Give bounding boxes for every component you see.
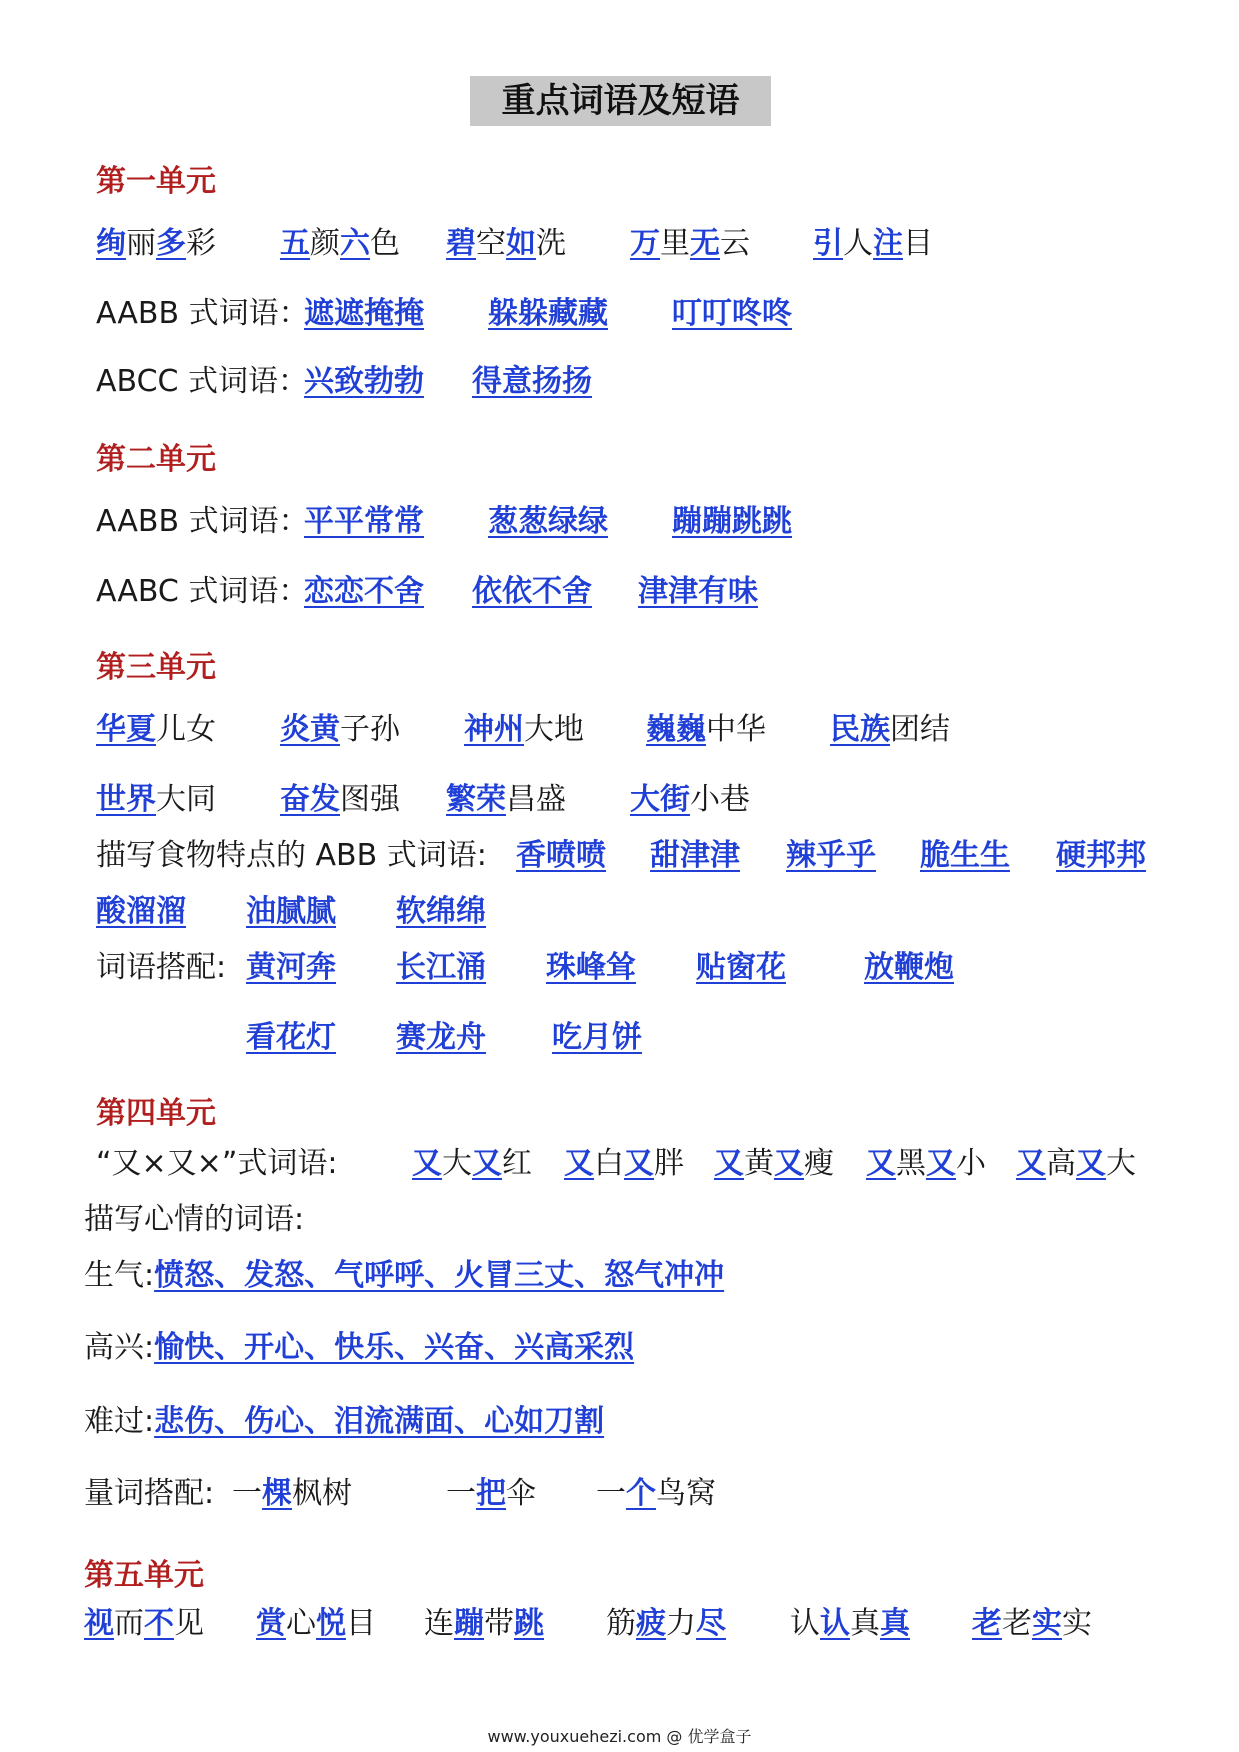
phrase-item — [424, 1604, 544, 1644]
highlighted-text: 真 — [880, 1606, 910, 1641]
word-item — [246, 892, 336, 932]
u4-angry-line — [84, 1256, 724, 1296]
phrase-item — [1016, 1144, 1136, 1184]
word-item — [304, 572, 424, 612]
word-item — [672, 502, 792, 542]
highlighted-text: 又 — [564, 1146, 594, 1181]
highlighted-text: 恋恋不舍 — [304, 574, 424, 609]
footer-watermark: www.youxuehezi.com @ 优学盒子 — [487, 1727, 752, 1746]
plain-text: 心 — [286, 1606, 316, 1641]
phrase-item — [972, 1604, 1092, 1644]
highlighted-text: 把 — [476, 1476, 506, 1511]
highlighted-text: 繁荣 — [446, 782, 506, 817]
highlighted-text: 躲躲藏藏 — [488, 296, 608, 331]
highlighted-text: 碧 — [446, 226, 476, 261]
u2-aabb-prefix: AABB 式词语： — [96, 504, 309, 539]
u4-sad-line — [84, 1402, 604, 1442]
u2-aabc-line — [96, 572, 308, 612]
highlighted-text: 津津有味 — [638, 574, 758, 609]
word-item — [650, 836, 740, 876]
word-item — [638, 572, 758, 612]
plain-text: 真 — [850, 1606, 880, 1641]
highlighted-text: 疲 — [636, 1606, 666, 1641]
plain-text: 鸟窝 — [656, 1476, 716, 1511]
plain-text: 瘦 — [804, 1146, 834, 1181]
word-item — [472, 362, 592, 402]
plain-text: 一 — [446, 1476, 476, 1511]
plain-text: 认 — [790, 1606, 820, 1641]
word-item — [672, 294, 792, 334]
plain-text: 里 — [660, 226, 690, 261]
highlighted-text: 又 — [1076, 1146, 1106, 1181]
phrase-item — [84, 1604, 204, 1644]
phrase-item — [412, 1144, 532, 1184]
highlighted-text: 又 — [1016, 1146, 1046, 1181]
plain-text: 胖 — [654, 1146, 684, 1181]
plain-text: 一 — [596, 1476, 626, 1511]
highlighted-text: 吃月饼 — [552, 1020, 642, 1055]
highlighted-text: 贴窗花 — [696, 950, 786, 985]
highlighted-text: 老 — [972, 1606, 1002, 1641]
phrase-item — [96, 710, 216, 750]
u4-measure-prefix: 量词搭配: — [84, 1476, 215, 1511]
highlighted-text: 五 — [280, 226, 310, 261]
u1-aabb-prefix: AABB 式词语： — [96, 296, 309, 331]
unit-2-heading: 第二单元 — [96, 442, 216, 477]
highlighted-text: 辣乎乎 — [786, 838, 876, 873]
word-item — [786, 836, 876, 876]
plain-text: 红 — [502, 1146, 532, 1181]
highlighted-text: 大街 — [630, 782, 690, 817]
highlighted-text: 绚 — [96, 226, 126, 261]
u4-angry-prefix: 生气: — [84, 1258, 155, 1293]
word-item — [246, 948, 336, 988]
highlighted-text: 珠峰耸 — [546, 950, 636, 985]
highlighted-text: 又 — [624, 1146, 654, 1181]
plain-text: 筋 — [606, 1606, 636, 1641]
highlighted-text: 巍巍 — [646, 712, 706, 747]
u1-abcc-prefix: ABCC 式词语： — [96, 364, 309, 399]
highlighted-text: 世界 — [96, 782, 156, 817]
highlighted-text: 又 — [774, 1146, 804, 1181]
highlighted-text: 蹦 — [454, 1606, 484, 1641]
highlighted-text: 引 — [813, 226, 843, 261]
u1-aabb-line — [96, 294, 309, 334]
highlighted-text: 跳 — [514, 1606, 544, 1641]
plain-text: 而 — [114, 1606, 144, 1641]
u4-measure-line — [84, 1474, 214, 1514]
highlighted-text: 视 — [84, 1606, 114, 1641]
phrase-item — [646, 710, 766, 750]
highlighted-text: 如 — [506, 226, 536, 261]
u4-happy-prefix: 高兴: — [84, 1330, 155, 1365]
phrase-item — [596, 1474, 716, 1514]
plain-text: 黄 — [744, 1146, 774, 1181]
plain-text: 枫树 — [292, 1476, 352, 1511]
word-item — [304, 294, 424, 334]
phrase-item — [606, 1604, 726, 1644]
unit-1-heading: 第一单元 — [96, 164, 216, 199]
phrase-item — [866, 1144, 986, 1184]
plain-text: 昌盛 — [506, 782, 566, 817]
highlighted-text: 蹦蹦跳跳 — [672, 504, 792, 539]
highlighted-text: 六 — [340, 226, 370, 261]
word-item — [696, 948, 786, 988]
plain-text: 丽 — [126, 226, 156, 261]
highlighted-text: 甜津津 — [650, 838, 740, 873]
plain-text: 人 — [843, 226, 873, 261]
highlighted-text: 赏 — [256, 1606, 286, 1641]
u4-angry-words: 愤怒、发怒、气呼呼、火冒三丈、怒气冲冲 — [154, 1258, 725, 1293]
plain-text: 大 — [442, 1146, 472, 1181]
plain-text: 子孙 — [340, 712, 400, 747]
word-item — [304, 502, 424, 542]
phrase-item — [280, 224, 400, 264]
highlighted-text: 兴致勃勃 — [304, 364, 424, 399]
phrase-item — [630, 224, 750, 264]
u2-aabb-line — [96, 502, 309, 542]
phrase-item — [96, 224, 216, 264]
plain-text: 力 — [666, 1606, 696, 1641]
highlighted-text: 硬邦邦 — [1056, 838, 1146, 873]
u4-happy-words: 愉快、开心、快乐、兴奋、兴高采烈 — [154, 1330, 635, 1365]
highlighted-text: 炎黄 — [280, 712, 340, 747]
highlighted-text: 油腻腻 — [246, 894, 336, 929]
highlighted-text: 依依不舍 — [472, 574, 592, 609]
word-item — [396, 948, 486, 988]
plain-text: 黑 — [896, 1146, 926, 1181]
highlighted-text: 看花灯 — [246, 1020, 336, 1055]
phrase-item — [630, 780, 750, 820]
phrase-item — [96, 780, 216, 820]
highlighted-text: 脆生生 — [920, 838, 1010, 873]
plain-text: 中华 — [706, 712, 766, 747]
unit-3-heading: 第三单元 — [96, 650, 216, 685]
word-item — [488, 502, 608, 542]
word-item — [864, 948, 954, 988]
plain-text: 儿女 — [156, 712, 216, 747]
highlighted-text: 奋发 — [280, 782, 340, 817]
highlighted-text: 遮遮掩掩 — [304, 296, 424, 331]
u3-abb-prefix: 描写食物特点的 ABB 式词语: — [96, 838, 487, 873]
plain-text: 大地 — [524, 712, 584, 747]
u1-abcc-line — [96, 362, 308, 402]
highlighted-text: 又 — [714, 1146, 744, 1181]
highlighted-text: 软绵绵 — [396, 894, 486, 929]
plain-text: 老 — [1002, 1606, 1032, 1641]
u3-abb-line — [96, 836, 487, 876]
highlighted-text: 万 — [630, 226, 660, 261]
phrase-item — [446, 780, 566, 820]
plain-text: 彩 — [186, 226, 216, 261]
highlighted-text: 认 — [820, 1606, 850, 1641]
phrase-item — [446, 1474, 536, 1514]
u3-colloc-line — [96, 948, 226, 988]
highlighted-text: 尽 — [696, 1606, 726, 1641]
plain-text: 洗 — [536, 226, 566, 261]
highlighted-text: 棵 — [262, 1476, 292, 1511]
word-item — [472, 572, 592, 612]
phrase-item — [256, 1604, 376, 1644]
plain-text: 色 — [370, 226, 400, 261]
phrase-item — [446, 224, 566, 264]
highlighted-text: 赛龙舟 — [396, 1020, 486, 1055]
plain-text: 带 — [484, 1606, 514, 1641]
highlighted-text: 又 — [472, 1146, 502, 1181]
word-item — [546, 948, 636, 988]
highlighted-text: 个 — [626, 1476, 656, 1511]
phrase-item — [790, 1604, 910, 1644]
word-item — [488, 294, 608, 334]
phrase-item — [464, 710, 584, 750]
u4-sad-words: 悲伤、伤心、泪流满面、心如刀割 — [154, 1404, 605, 1439]
highlighted-text: 又 — [412, 1146, 442, 1181]
word-item — [396, 1018, 486, 1058]
word-item — [304, 362, 424, 402]
highlighted-text: 悦 — [316, 1606, 346, 1641]
phrase-item — [714, 1144, 834, 1184]
highlighted-text: 酸溜溜 — [96, 894, 186, 929]
highlighted-text: 民族 — [830, 712, 890, 747]
highlighted-text: 香喷喷 — [516, 838, 606, 873]
u4-happy-line — [84, 1328, 634, 1368]
word-item — [396, 892, 486, 932]
word-item — [96, 892, 186, 932]
plain-text: 颜 — [310, 226, 340, 261]
highlighted-text: 华夏 — [96, 712, 156, 747]
highlighted-text: 不 — [144, 1606, 174, 1641]
plain-text: 见 — [174, 1606, 204, 1641]
phrase-item — [232, 1474, 352, 1514]
phrase-item — [830, 710, 950, 750]
plain-text: 大 — [1106, 1146, 1136, 1181]
plain-text: 小 — [956, 1146, 986, 1181]
word-item — [552, 1018, 642, 1058]
page-title: 重点词语及短语 — [470, 76, 771, 126]
word-item — [516, 836, 606, 876]
plain-text: 小巷 — [690, 782, 750, 817]
highlighted-text: 实 — [1032, 1606, 1062, 1641]
word-item — [246, 1018, 336, 1058]
u4-sad-prefix: 难过: — [84, 1404, 155, 1439]
phrase-item — [813, 224, 933, 264]
u4-mood-heading: 描写心情的词语: — [84, 1202, 305, 1237]
u2-aabc-prefix: AABC 式词语： — [96, 574, 309, 609]
highlighted-text: 长江涌 — [396, 950, 486, 985]
plain-text: 图强 — [340, 782, 400, 817]
highlighted-text: 又 — [926, 1146, 956, 1181]
unit-4-heading: 第四单元 — [96, 1096, 216, 1131]
phrase-item — [280, 710, 400, 750]
highlighted-text: 神州 — [464, 712, 524, 747]
plain-text: 连 — [424, 1606, 454, 1641]
plain-text: 空 — [476, 226, 506, 261]
plain-text: 大同 — [156, 782, 216, 817]
plain-text: 目 — [346, 1606, 376, 1641]
u4-youyou-line — [96, 1144, 337, 1184]
plain-text: 白 — [594, 1146, 624, 1181]
highlighted-text: 得意扬扬 — [472, 364, 592, 399]
highlighted-text: 放鞭炮 — [864, 950, 954, 985]
phrase-item — [564, 1144, 684, 1184]
highlighted-text: 平平常常 — [304, 504, 424, 539]
highlighted-text: 又 — [866, 1146, 896, 1181]
highlighted-text: 黄河奔 — [246, 950, 336, 985]
word-item — [920, 836, 1010, 876]
phrase-item — [280, 780, 400, 820]
plain-text: 一 — [232, 1476, 262, 1511]
highlighted-text: 无 — [690, 226, 720, 261]
plain-text: 伞 — [506, 1476, 536, 1511]
highlighted-text: 注 — [873, 226, 903, 261]
plain-text: 目 — [903, 226, 933, 261]
plain-text: 云 — [720, 226, 750, 261]
unit-5-heading: 第五单元 — [84, 1558, 204, 1593]
highlighted-text: 葱葱绿绿 — [488, 504, 608, 539]
plain-text: 团结 — [890, 712, 950, 747]
word-item — [1056, 836, 1146, 876]
plain-text: 高 — [1046, 1146, 1076, 1181]
highlighted-text: 叮叮咚咚 — [672, 296, 792, 331]
u3-colloc-prefix: 词语搭配: — [96, 950, 227, 985]
plain-text: 实 — [1062, 1606, 1092, 1641]
u4-youyou-prefix: “又×又×”式词语: — [96, 1146, 338, 1181]
highlighted-text: 多 — [156, 226, 186, 261]
